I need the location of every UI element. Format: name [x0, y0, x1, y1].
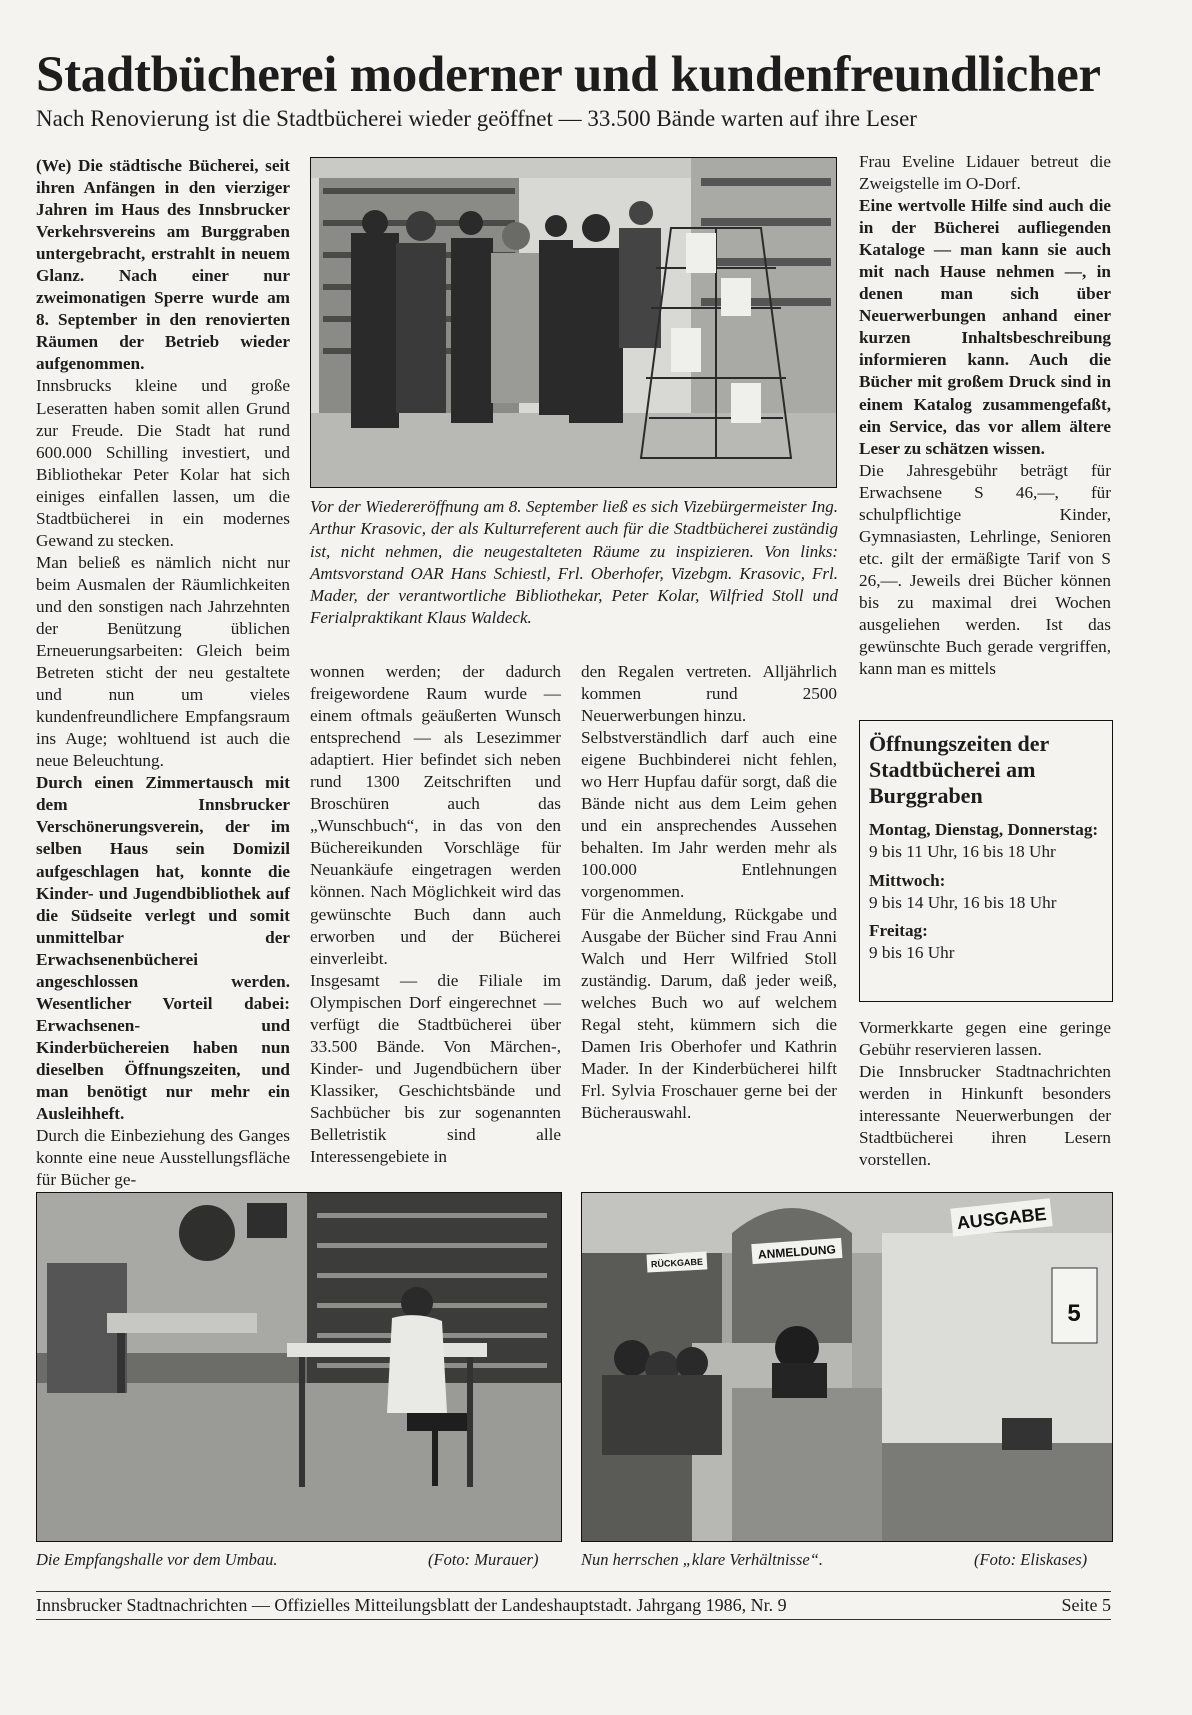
top-photo-caption: Vor der Wiedereröffnung am 8. September ließ es sich Vizebürgermeister Ing. Arthur Krasovic, der als Kulturreferent auch für die Stadtbücherei zuständig ist, nicht nehmen, die neugestalteten Räume zu inspizieren. Von links: Amtsvorstand OAR Hans Schiestl, Frl. Oberhofer, Vizebgm. Krasovic, Frl. Mader, der verantwortliche Bibliothekar, Peter Kolar, Wilfried Stoll und Ferialpraktikant Klaus Waldeck. — [310, 497, 838, 628]
sign-ausgabe: AUSGABE — [955, 1203, 1048, 1234]
headline: Stadtbücherei moderner und kundenfreundlicher — [36, 47, 1101, 103]
article-paragraph: den Regalen vertreten. Alljährlich kommen rund 2500 Neuerwerbungen hinzu. — [581, 662, 837, 726]
article-paragraph: Die Innsbrucker Stadtnachrichten werden in Hinkunft besonders interessante Neuerwerbungen der Stadtbücherei ihren Lesern vorstellen. — [859, 1062, 1111, 1170]
left-photo-caption: Die Empfangshalle vor dem Umbau. — [36, 1550, 278, 1569]
hours-day-label: Mittwoch: — [869, 870, 946, 890]
footer-publication: Innsbrucker Stadtnachrichten — Offizielles Mitteilungsblatt der Landeshauptstadt. Jahrgang 1986, Nr. 9 — [36, 1595, 787, 1615]
footer-rule-top — [36, 1591, 1111, 1592]
article-paragraph: Innsbrucks kleine und große Leseratten haben somit allen Grund zur Freude. Die Stadt hat rund 600.000 Schilling investiert, und Bibliothekar Peter Kolar hat sich einiges einfallen lassen, um die Stadtbücherei in ein modernes Gewand zu stecken. — [36, 376, 290, 550]
subheadline: Nach Renovierung ist die Stadtbücherei wieder geöffnet — 33.500 Bände warten auf ihre Leser — [36, 106, 917, 131]
footer-rule-bottom — [36, 1619, 1111, 1620]
right-photo-caption: Nun herrschen „klare Verhältnisse“. — [581, 1550, 823, 1569]
article-column-3 — [581, 661, 837, 1124]
photo-officials-group — [310, 157, 837, 488]
footer-page-number: Seite 5 — [1061, 1595, 1111, 1615]
article-paragraph: Für die Anmeldung, Rückgabe und Ausgabe der Bücher sind Frau Anni Walch und Herr Wilfried Stoll zuständig. Darum, daß jeder weiß, welches Buch wo auf welchem Regal steht, kümmern sich die Damen Iris Oberhofer und Kathrin Mader. In der Kinderbücherei hilft Frl. Sylvia Froschauer gerne bei der Bücherauswahl. — [581, 904, 837, 1122]
article-bold-paragraph: Eine wertvolle Hilfe sind auch die in der Bücherei aufliegenden Kataloge — man kann sie auch mit nach Hause nehmen —, in denen man sich über Neuerwerbungen anhand einer kurzen Inhaltsbeschreibung informieren kann. Auch die Bücher mit großem Druck sind in einem Katalog zusammengefaßt, ein Service, das vor allem ältere Leser zu schätzen wissen. — [859, 196, 1111, 458]
left-photo-credit: (Foto: Murauer) — [428, 1550, 539, 1569]
right-photo-credit: (Foto: Eliskases) — [974, 1550, 1088, 1569]
article-paragraph: Selbstverständlich darf auch eine eigene Buchbinderei nicht fehlen, wo Herr Hupfau dafür sorgt, daß die Bände nicht aus dem Leim gehen und ein ansprechendes Aussehen behalten. Im Jahr werden mehr als 100.000 Entlehnungen vorgenommen. — [581, 728, 837, 902]
sign-anmeldung: ANMELDUNG — [757, 1242, 837, 1262]
photo-reception-after — [581, 1192, 1113, 1542]
article-column-2 — [310, 661, 561, 1168]
article-paragraph: Man beließ es nämlich nicht nur beim Ausmalen der Räumlichkeiten und den sonstigen nach Jahrzehnten der Benützung üblichen Erneuerungsarbeiten: Gleich beim Betreten sticht der neu gestaltete und nun um vieles kundenfreundlichere Empfangsraum ins Auge; wohltuend ist auch die neue Beleuchtung. — [36, 552, 290, 771]
page-footer — [36, 1594, 1111, 1616]
article-column-4-top — [859, 151, 1111, 680]
article-paragraph: Die Jahresgebühr beträgt für Erwachsene S 46,—, für schulpflichtige Kinder, Gymnasiasten, Lehrlinge, Senioren etc. gilt der ermäßigte Tarif von S 26,—. Jeweils drei Bücher können bis zu maximal drei Wochen ausgeliehen werden. Ist das gewünschte Buch gerade vergriffen, kann man es mittels — [859, 460, 1111, 679]
sign-rueckgabe: RÜCKGABE — [650, 1256, 704, 1270]
article-lead: (We) Die städtische Bücherei, seit ihren Anfängen in den vierziger Jahren im Haus des Innsbrucker Verkehrsvereins am Burggraben untergebracht, erstrahlt in neuem Glanz. Nach einer nur zweimonatigen Sperre wurde am 8. September in den renovierten Räumen der Betrieb wieder aufgenommen. — [36, 156, 290, 374]
hours-time: 9 bis 14 Uhr, 16 bis 18 Uhr — [869, 892, 1057, 912]
article-paragraph: Insgesamt — die Filiale im Olympischen Dorf eingerechnet — verfügt die Stadtbücherei über 33.500 Bände. Von Märchen-, Kinder- und Jugendbüchern über Klassiker, Geschichtsbände und Sachbücher bis zur sogenannten Belletristik sind alle Interessengebiete in — [310, 970, 561, 1167]
article-paragraph: Frau Eveline Lidauer betreut die Zweigstelle im O-Dorf. — [859, 152, 1111, 194]
opening-hours-box — [859, 720, 1113, 1002]
hours-time: 9 bis 16 Uhr — [869, 943, 955, 963]
article-paragraph: Durch die Einbeziehung des Ganges konnte eine neue Ausstellungsfläche für Bücher ge- — [36, 1126, 290, 1190]
sign-counter-number: 5 — [1067, 1300, 1081, 1327]
opening-hours-title: Öffnungszeiten der Stadtbücherei am Burggraben — [869, 731, 1049, 808]
article-bold-paragraph: Durch einen Zimmertausch mit dem Innsbrucker Verschönerungsverein, der im selben Haus sein Domizil aufgeschlagen hat, konnte die Kinder- und Jugendbibliothek auf die Südseite verlegt und somit unmittelbar der Erwachsenenbücherei angeschlossen werden. Wesentlicher Vorteil dabei: Erwachsenen- und Kinderbüchereien haben nun dieselben Öffnungszeiten, und man benötigt nur mehr ein Ausleihheft. — [36, 773, 290, 1124]
hours-day-label: Montag, Dienstag, Donnerstag: — [869, 820, 1099, 839]
photo-reception-before — [36, 1192, 562, 1542]
article-column-4-bottom — [859, 1017, 1111, 1171]
article-column-1 — [36, 155, 290, 1191]
article-paragraph: Vormerkkarte gegen eine geringe Gebühr reservieren lassen. — [859, 1018, 1111, 1060]
hours-time: 9 bis 11 Uhr, 16 bis 18 Uhr — [869, 842, 1056, 862]
hours-day-label: Freitag: — [869, 921, 928, 941]
article-paragraph: wonnen werden; der dadurch freigewordene Raum wurde — einem oftmals geäußerten Wunsch entsprechend — als Lesezimmer adaptiert. Hier befindet sich neben rund 1300 Zeitschriften und Broschüren auch das „Wunschbuch“, in das von den Büchereikunden Vorschläge für Neuankäufe eingetragen werden können. Nach Möglichkeit wird das gewünschte Buch dann auch erworben und der Bücherei einverleibt. — [310, 662, 561, 968]
